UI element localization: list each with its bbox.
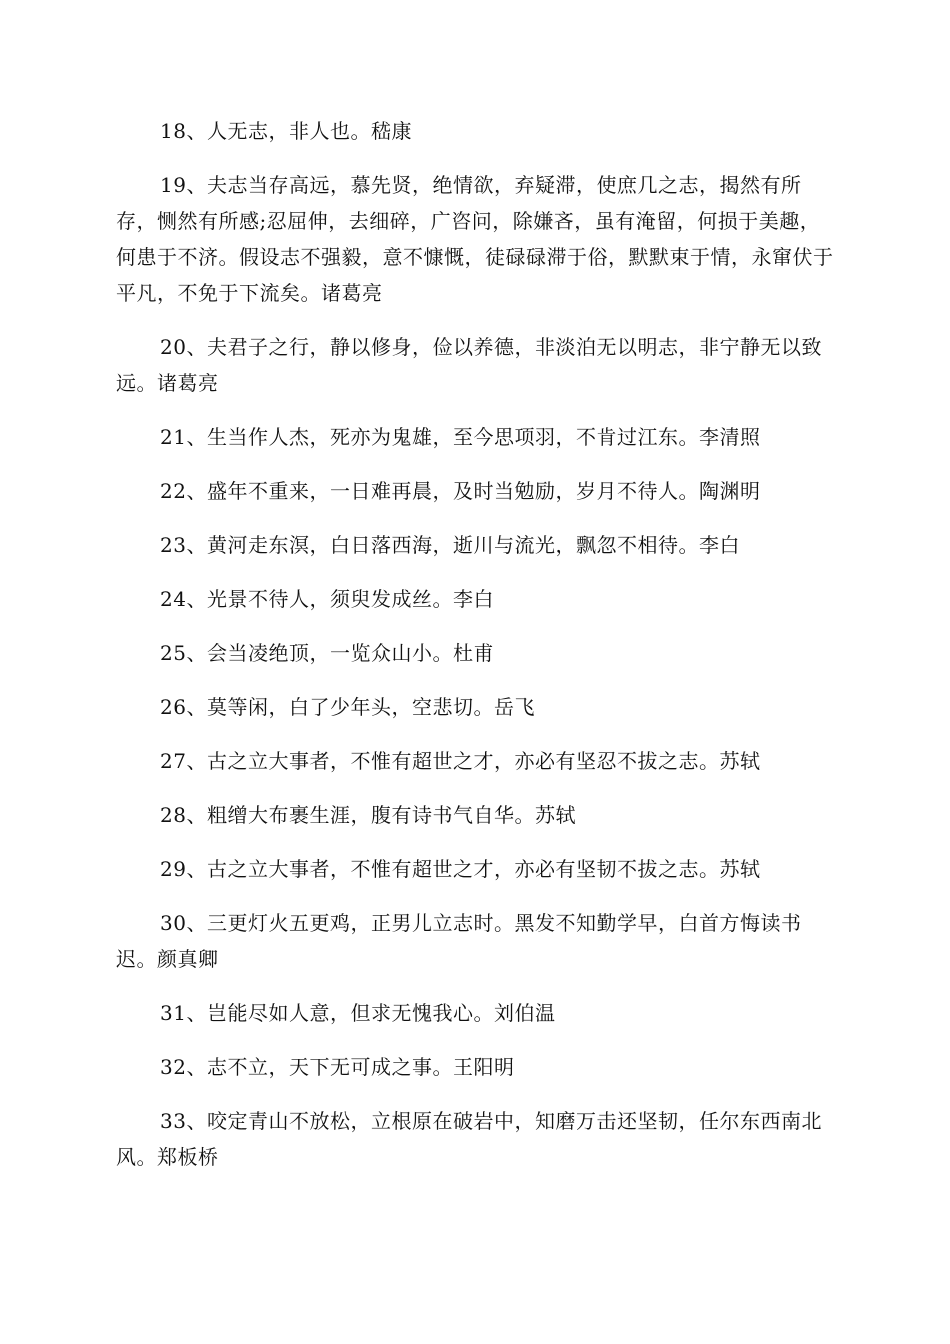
quote-19: 19、夫志当存高远，慕先贤，绝情欲，弃疑滞，使庶几之志，揭然有所存，恻然有所感;忍屈伸，去细碎，广咨问，除嫌吝，虽有淹留，何损于美趣，何患于不济。假设志不强毅，意不慷慨，徒碌碌滞于俗，默默束于情，永窜伏于平凡，不免于下流矣。诸葛亮	[116, 173, 834, 305]
quote-26: 26、莫等闲，白了少年头，空悲切。岳飞	[160, 695, 535, 719]
quote-33: 33、咬定青山不放松，立根原在破岩中，知磨万击还坚韧，任尔东西南北风。郑板桥	[116, 1109, 822, 1169]
quote-29: 29、古之立大事者，不惟有超世之才，亦必有坚韧不拔之志。苏轼	[160, 857, 761, 881]
quote-27: 27、古之立大事者，不惟有超世之才，亦必有坚忍不拔之志。苏轼	[160, 749, 761, 773]
quote-list	[116, 113, 836, 1193]
quote-24: 24、光景不待人，须臾发成丝。李白	[160, 587, 494, 611]
quote-30: 30、三更灯火五更鸡，正男儿立志时。黑发不知勤学早，白首方悔读书迟。颜真卿	[116, 911, 802, 971]
quote-25: 25、会当凌绝顶，一览众山小。杜甫	[160, 641, 494, 665]
quote-22: 22、盛年不重来，一日难再晨，及时当勉励，岁月不待人。陶渊明	[160, 479, 761, 503]
quote-23: 23、黄河走东溟，白日落西海，逝川与流光，飘忽不相待。李白	[160, 533, 740, 557]
quote-18: 18、人无志，非人也。嵇康	[160, 119, 412, 143]
quote-20: 20、夫君子之行，静以修身，俭以养德，非淡泊无以明志，非宁静无以致远。诸葛亮	[116, 335, 822, 395]
quote-31: 31、岂能尽如人意，但求无愧我心。刘伯温	[160, 1001, 556, 1025]
quote-21: 21、生当作人杰，死亦为鬼雄，至今思项羽，不肯过江东。李清照	[160, 425, 761, 449]
quote-28: 28、粗缯大布裹生涯，腹有诗书气自华。苏轼	[160, 803, 576, 827]
quote-32: 32、志不立，天下无可成之事。王阳明	[160, 1055, 515, 1079]
